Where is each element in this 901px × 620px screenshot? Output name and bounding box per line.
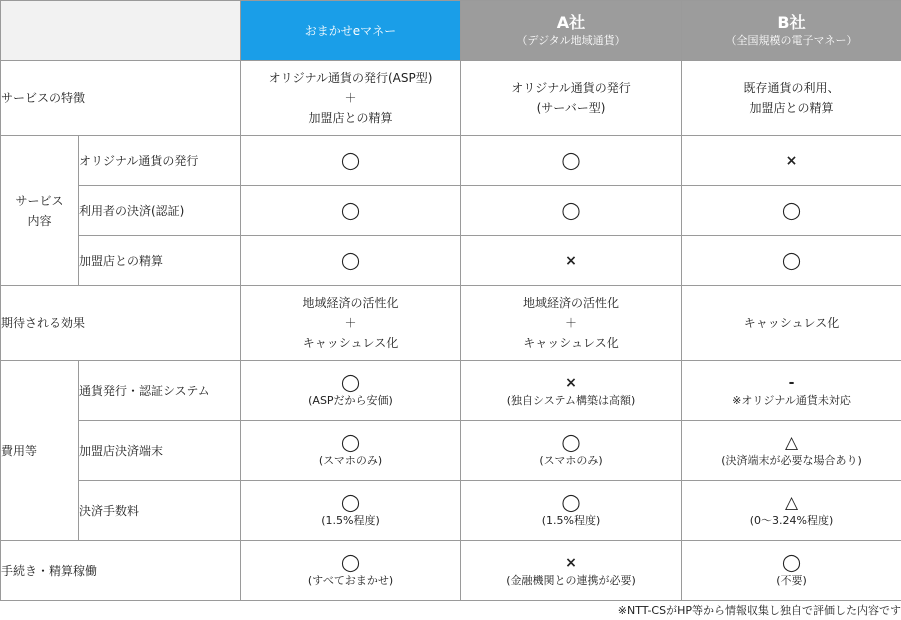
- row-terminal: [1, 421, 901, 481]
- row-label-features: サービスの特徴: [1, 61, 241, 136]
- system-hl: [241, 361, 461, 421]
- procedure-a-note: (金融機関との連携が必要): [506, 573, 636, 587]
- features-hl-line2: 加盟店との精算: [308, 111, 393, 125]
- circle-mark: ◯: [340, 250, 361, 271]
- features-b-line1: 既存通貨の利用、: [743, 81, 840, 95]
- features-b: [682, 61, 901, 136]
- dash-mark: -: [788, 374, 795, 391]
- system-a-note: (独自システム構築は高額): [506, 393, 636, 407]
- features-hl-line1: オリジナル通貨の発行(ASP型): [268, 71, 433, 85]
- procedure-hl-note: (すべておまかせ): [307, 573, 394, 587]
- auth-b: [682, 186, 901, 236]
- effect-hl: [241, 286, 461, 361]
- terminal-b-note: (決済端末が必要な場合あり): [721, 453, 862, 467]
- fee-a: [461, 481, 682, 541]
- row-label-auth: 利用者の決済(認証): [79, 186, 241, 236]
- triangle-mark: △: [784, 492, 799, 513]
- system-hl-note: (ASPだから安価): [308, 393, 393, 407]
- company-b-sub: （全国規模の電子マネー）: [725, 34, 858, 47]
- row-label-settle: 加盟店との精算: [79, 236, 241, 286]
- circle-mark: ◯: [561, 432, 581, 453]
- circle-mark: ◯: [340, 150, 361, 171]
- header-row: [1, 1, 901, 61]
- company-a-sub: （デジタル地域通貨）: [516, 34, 626, 47]
- effect-a-plus: ＋: [564, 316, 577, 330]
- row-procedure: [1, 541, 901, 601]
- system-b-note: ※オリジナル通貨未対応: [732, 393, 851, 407]
- company-a-name: A社: [556, 13, 586, 32]
- row-issue: [1, 136, 901, 186]
- row-system: [1, 361, 901, 421]
- effect-a-line1: 地域経済の活性化: [522, 296, 619, 310]
- row-label-procedure: 手続き・精算稼働: [1, 541, 241, 601]
- procedure-b-note: (不要): [776, 573, 807, 587]
- settle-hl: [241, 236, 461, 286]
- header-company-b: [682, 1, 901, 61]
- effect-hl-plus: ＋: [344, 316, 357, 330]
- system-b: [682, 361, 901, 421]
- fee-b-note: (0〜3.24%程度): [749, 513, 834, 527]
- cross-mark: ×: [565, 374, 577, 391]
- circle-mark: ◯: [781, 250, 802, 271]
- fee-hl: [241, 481, 461, 541]
- terminal-a-note: (スマホのみ): [539, 453, 603, 467]
- cross-mark: ×: [785, 152, 798, 169]
- features-hl: [241, 61, 461, 136]
- features-a-line1: オリジナル通貨の発行: [511, 81, 631, 95]
- group-cost: 費用等: [1, 361, 79, 541]
- terminal-a: [461, 421, 682, 481]
- row-label-terminal: 加盟店決済端末: [79, 421, 241, 481]
- circle-mark: ◯: [781, 552, 802, 573]
- group-service-line1: サービス: [15, 193, 64, 208]
- row-effect: [1, 286, 901, 361]
- auth-a: [461, 186, 682, 236]
- header-company-a: [461, 1, 682, 61]
- effect-a: [461, 286, 682, 361]
- row-settle: [1, 236, 901, 286]
- row-auth: [1, 186, 901, 236]
- row-label-system: 通貨発行・認証システム: [79, 361, 241, 421]
- circle-mark: ◯: [781, 200, 802, 221]
- row-label-effect: 期待される効果: [1, 286, 241, 361]
- features-hl-plus: ＋: [344, 91, 357, 105]
- company-b-name: B社: [777, 13, 806, 32]
- effect-b-line1: キャッシュレス化: [743, 316, 840, 330]
- fee-hl-note: (1.5%程度): [321, 513, 380, 527]
- circle-mark: ◯: [340, 492, 361, 513]
- cross-mark: ×: [565, 252, 577, 269]
- row-label-issue: オリジナル通貨の発行: [79, 136, 241, 186]
- issue-b: [682, 136, 901, 186]
- row-features: [1, 61, 901, 136]
- terminal-b: [682, 421, 901, 481]
- circle-mark: ◯: [340, 432, 361, 453]
- procedure-hl: [241, 541, 461, 601]
- fee-a-note: (1.5%程度): [541, 513, 601, 527]
- row-fee: [1, 481, 901, 541]
- footnote: ※NTT-CSがHP等から情報収集し独自で評価した内容です: [617, 604, 901, 617]
- fee-b: [682, 481, 901, 541]
- features-a: [461, 61, 682, 136]
- effect-hl-line2: キャッシュレス化: [302, 336, 399, 350]
- effect-hl-line1: 地域経済の活性化: [302, 296, 399, 310]
- settle-a: [461, 236, 682, 286]
- settle-b: [682, 236, 901, 286]
- row-label-fee: 決済手数料: [79, 481, 241, 541]
- issue-a: [461, 136, 682, 186]
- auth-hl: [241, 186, 461, 236]
- circle-mark: ◯: [561, 492, 581, 513]
- cross-mark: ×: [565, 554, 577, 571]
- header-blank-cell: [1, 1, 241, 61]
- effect-b: [682, 286, 901, 361]
- terminal-hl-note: (スマホのみ): [318, 453, 383, 467]
- effect-a-line2: キャッシュレス化: [523, 336, 619, 350]
- features-b-line2: 加盟店との精算: [749, 101, 834, 115]
- circle-mark: ◯: [340, 200, 361, 221]
- triangle-mark: △: [784, 432, 799, 453]
- issue-hl: [241, 136, 461, 186]
- procedure-b: [682, 541, 901, 601]
- procedure-a: [461, 541, 682, 601]
- system-a: [461, 361, 682, 421]
- group-service-line2: 内容: [27, 213, 52, 228]
- circle-mark: ◯: [340, 372, 361, 393]
- features-a-line2: (サーバー型): [536, 101, 606, 115]
- terminal-hl: [241, 421, 461, 481]
- circle-mark: ◯: [340, 552, 361, 573]
- circle-mark: ◯: [561, 150, 581, 171]
- circle-mark: ◯: [561, 200, 581, 221]
- group-service-content: [1, 136, 79, 286]
- header-omakase-emoney: おまかせeマネー: [241, 1, 461, 61]
